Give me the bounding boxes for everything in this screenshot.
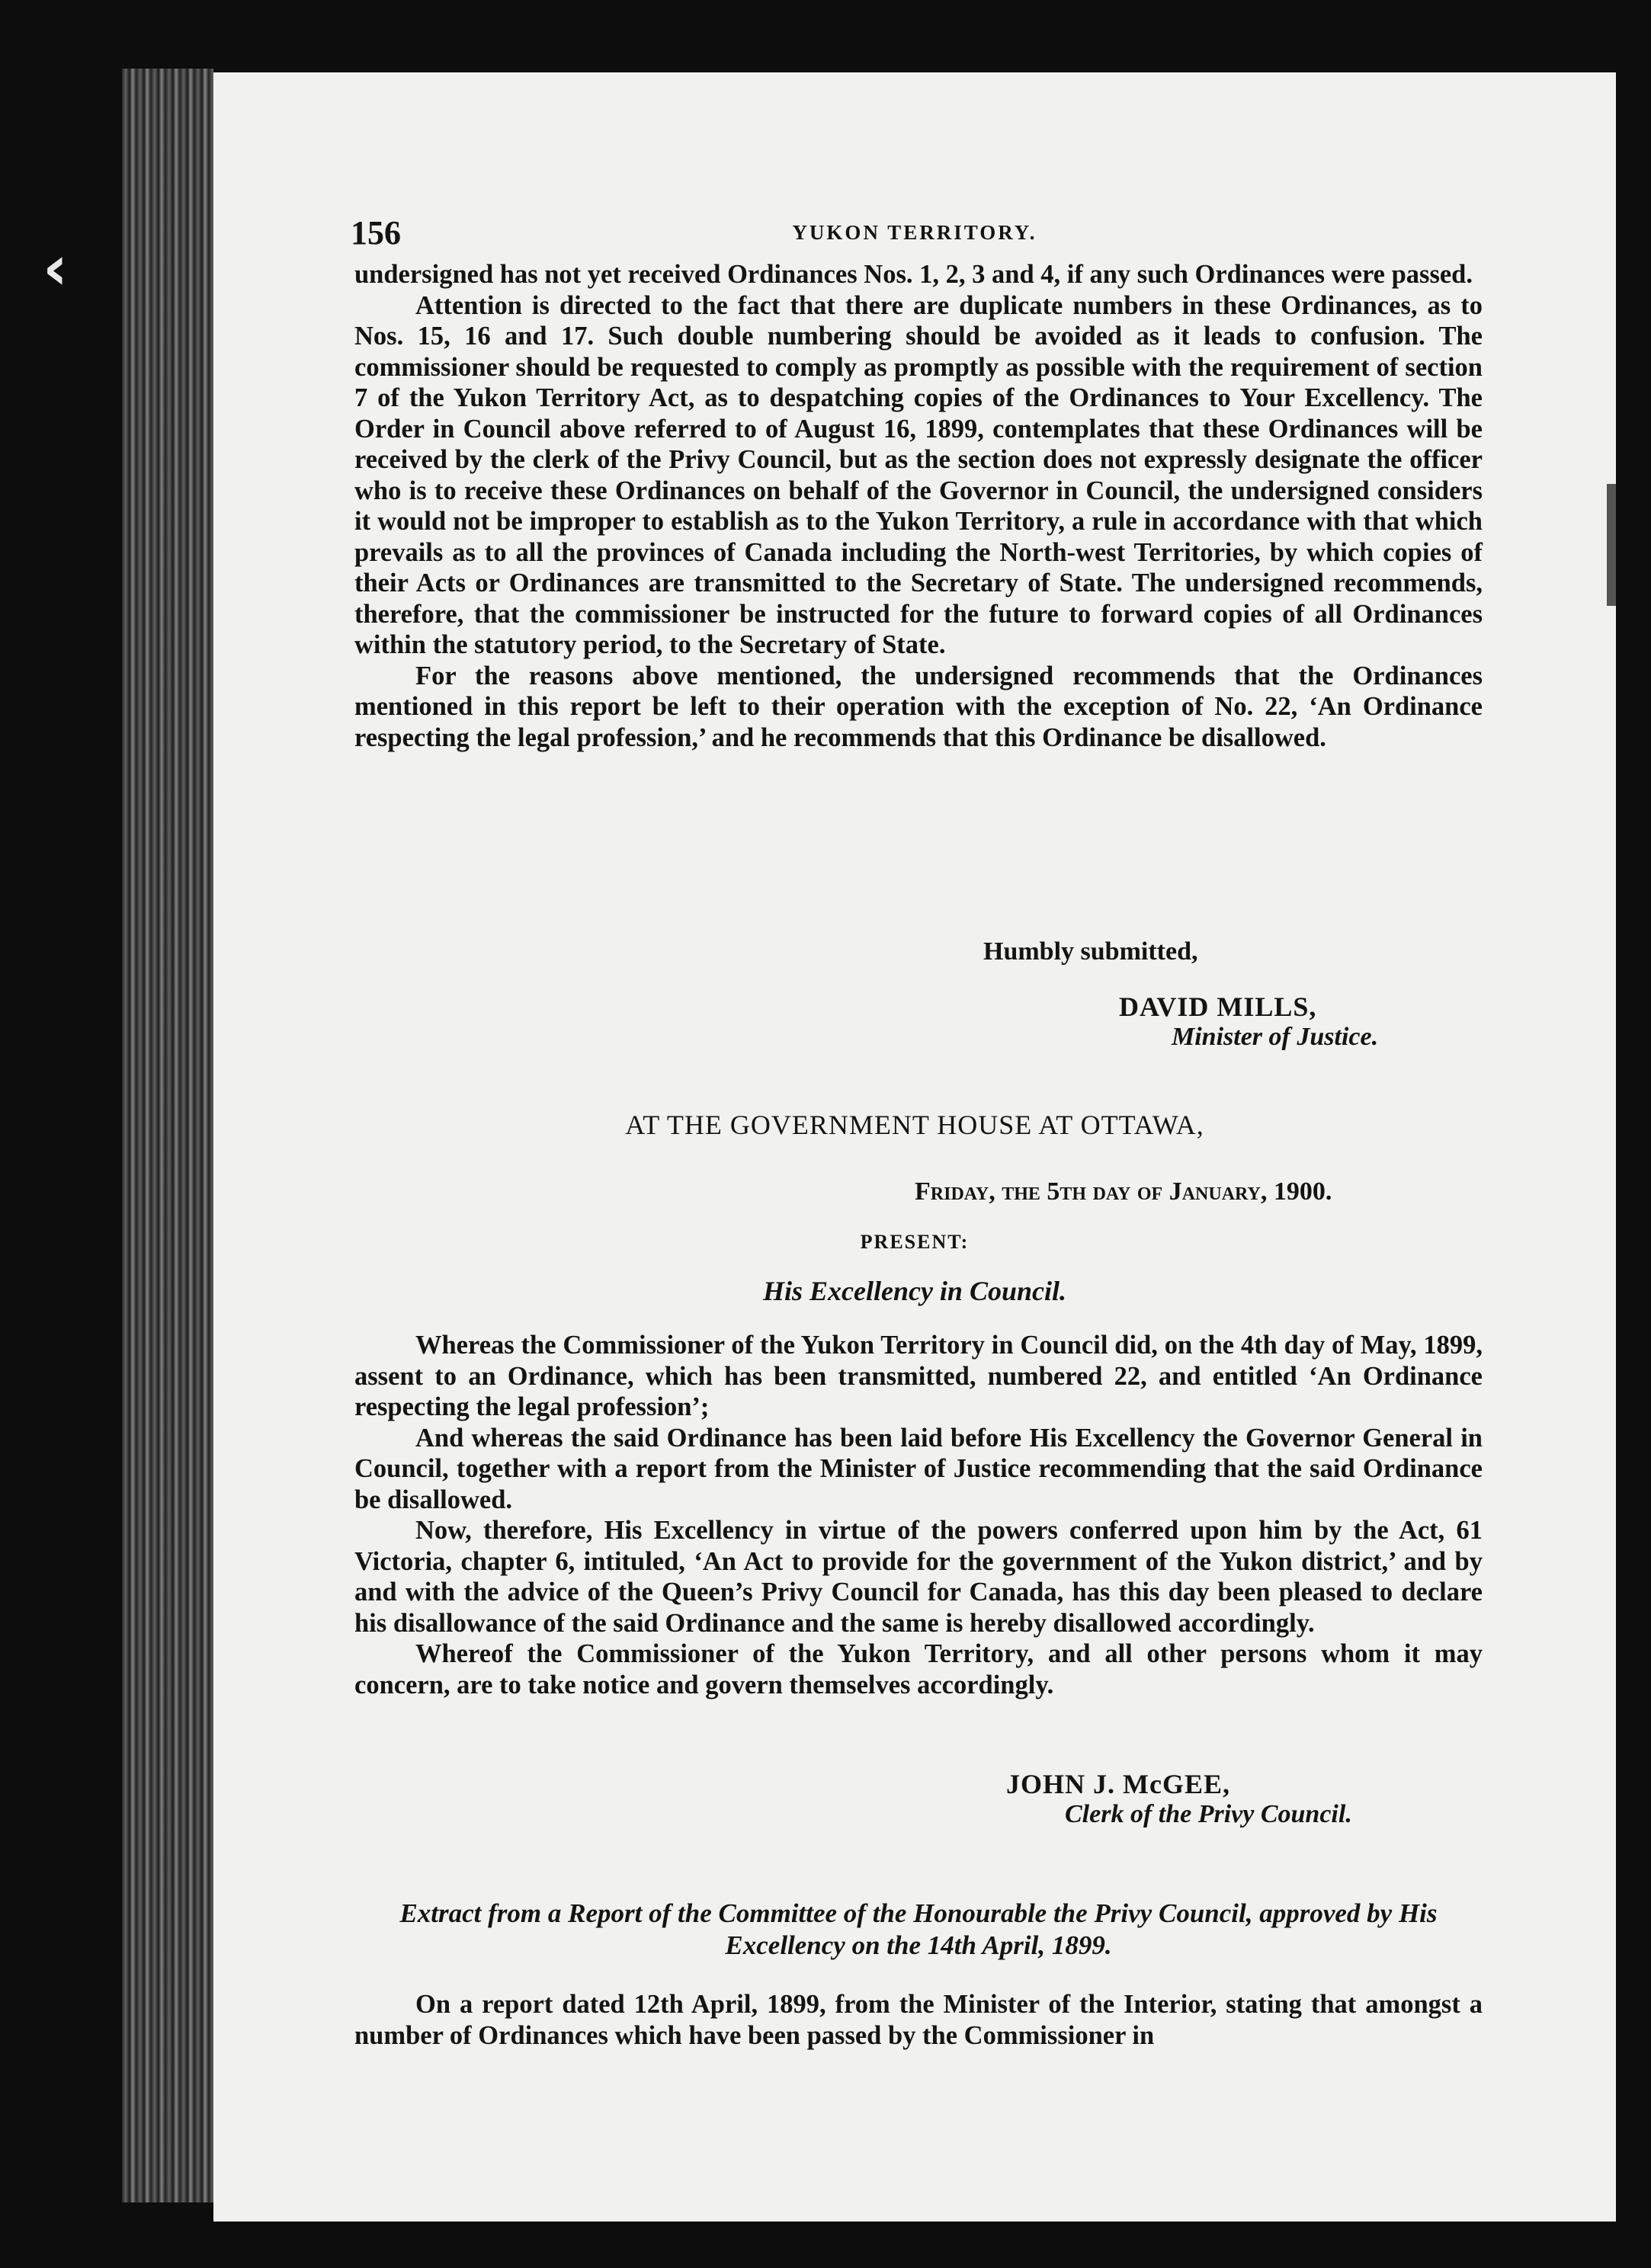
report-paragraph: For the reasons above mentioned, the undersigned recommends that the Ordinances mentioned in this report be left to their operation with the exception of No. 22, ‘An Ordinance respecting the legal profession,’ and he recommends that this Ordinance be disallowed. bbox=[354, 661, 1483, 752]
closing-line: Humbly submitted, bbox=[983, 937, 1198, 966]
page-number: 156 bbox=[351, 214, 401, 251]
page-edge-mark bbox=[1607, 484, 1616, 606]
extract-body bbox=[354, 1989, 1483, 2051]
running-head: YUKON TERRITORY. bbox=[792, 221, 1037, 244]
signatory-title: Minister of Justice. bbox=[1172, 1023, 1379, 1051]
signatory-name: JOHN J. McGEE, bbox=[1006, 1769, 1230, 1799]
report-paragraph: undersigned has not yet received Ordinances Nos. 1, 2, 3 and 4, if any such Ordinances were passed. bbox=[354, 260, 1473, 289]
microfilm-binding-edge bbox=[122, 69, 213, 2202]
margin-mark: ‹ bbox=[43, 232, 68, 303]
order-paragraph: Whereof the Commissioner of the Yukon Territory, and all other persons whom it may concern, are to take notice and govern themselves accordingly. bbox=[354, 1639, 1483, 1699]
extract-paragraph: On a report dated 12th April, 1899, from the Minister of the Interior, stating that amongst a number of Ordinances which have been passed by the Commissioner in bbox=[354, 1990, 1483, 2050]
report-body bbox=[354, 259, 1483, 753]
report-paragraph: Attention is directed to the fact that there are duplicate numbers in these Ordinances, as to Nos. 15, 16 and 17. Such double numbering should be avoided as it leads to confusion. The commissioner should be requested to comply as promptly as possible with the requirement of section 7 of the Yukon Territory Act, as to despatching copies of the Ordinances to Your Excellency. The Order in Council above referred to of August 16, 1899, contemplates that these Ordinances will be received by the clerk of the Privy Council, but as the section does not expressly designate the officer who is to receive these Ordinances on behalf of the Governor in Council, the undersigned considers it would not be improper to establish as to the Yukon Territory, a rule in accordance with that which prevails as to all the provinces of Canada including the North-west Territories, by which copies of their Acts or Ordinances are transmitted to the Secretary of State. The undersigned recommends, therefore, that the commissioner be instructed for the future to forward copies of all Ordinances within the statutory period, to the Secretary of State. bbox=[354, 290, 1483, 659]
order-paragraph: Now, therefore, His Excellency in virtue of the powers conferred upon him by the Act, 61 Victoria, chapter 6, intituled, ‘An Act to provide for the government of the Yukon district,’ and by and with the advice of the Queen’s Privy Council for Canada, has this day been pleased to declare his disallowance of the said Ordinance and the same is hereby disallowed accordingly. bbox=[354, 1516, 1483, 1638]
order-body bbox=[354, 1330, 1483, 1700]
document-page bbox=[213, 72, 1616, 2222]
extract-heading: Extract from a Report of the Committee of the Honourable the Privy Council, approved by His Excellency on the 14th April, 1899. bbox=[399, 1898, 1438, 1960]
present-label: PRESENT: bbox=[860, 1231, 970, 1253]
excellency-line: His Excellency in Council. bbox=[762, 1276, 1066, 1306]
signatory-name: DAVID MILLS, bbox=[1119, 991, 1317, 1022]
dateline: Friday, the 5th day of January, 1900. bbox=[915, 1177, 1332, 1206]
order-paragraph: And whereas the said Ordinance has been laid before His Excellency the Governor General in Council, together with a report from the Minister of Justice recommending that the said Ordinance be disallowed. bbox=[354, 1423, 1483, 1514]
order-paragraph: Whereas the Commissioner of the Yukon Territory in Council did, on the 4th day of May, 1899, assent to an Ordinance, which has been transmitted, numbered 22, and entitled ‘An Ordinance respecting the legal profession’; bbox=[354, 1331, 1483, 1421]
signatory-title: Clerk of the Privy Council. bbox=[1065, 1800, 1352, 1828]
section-heading: AT THE GOVERNMENT HOUSE AT OTTAWA, bbox=[625, 1110, 1204, 1140]
